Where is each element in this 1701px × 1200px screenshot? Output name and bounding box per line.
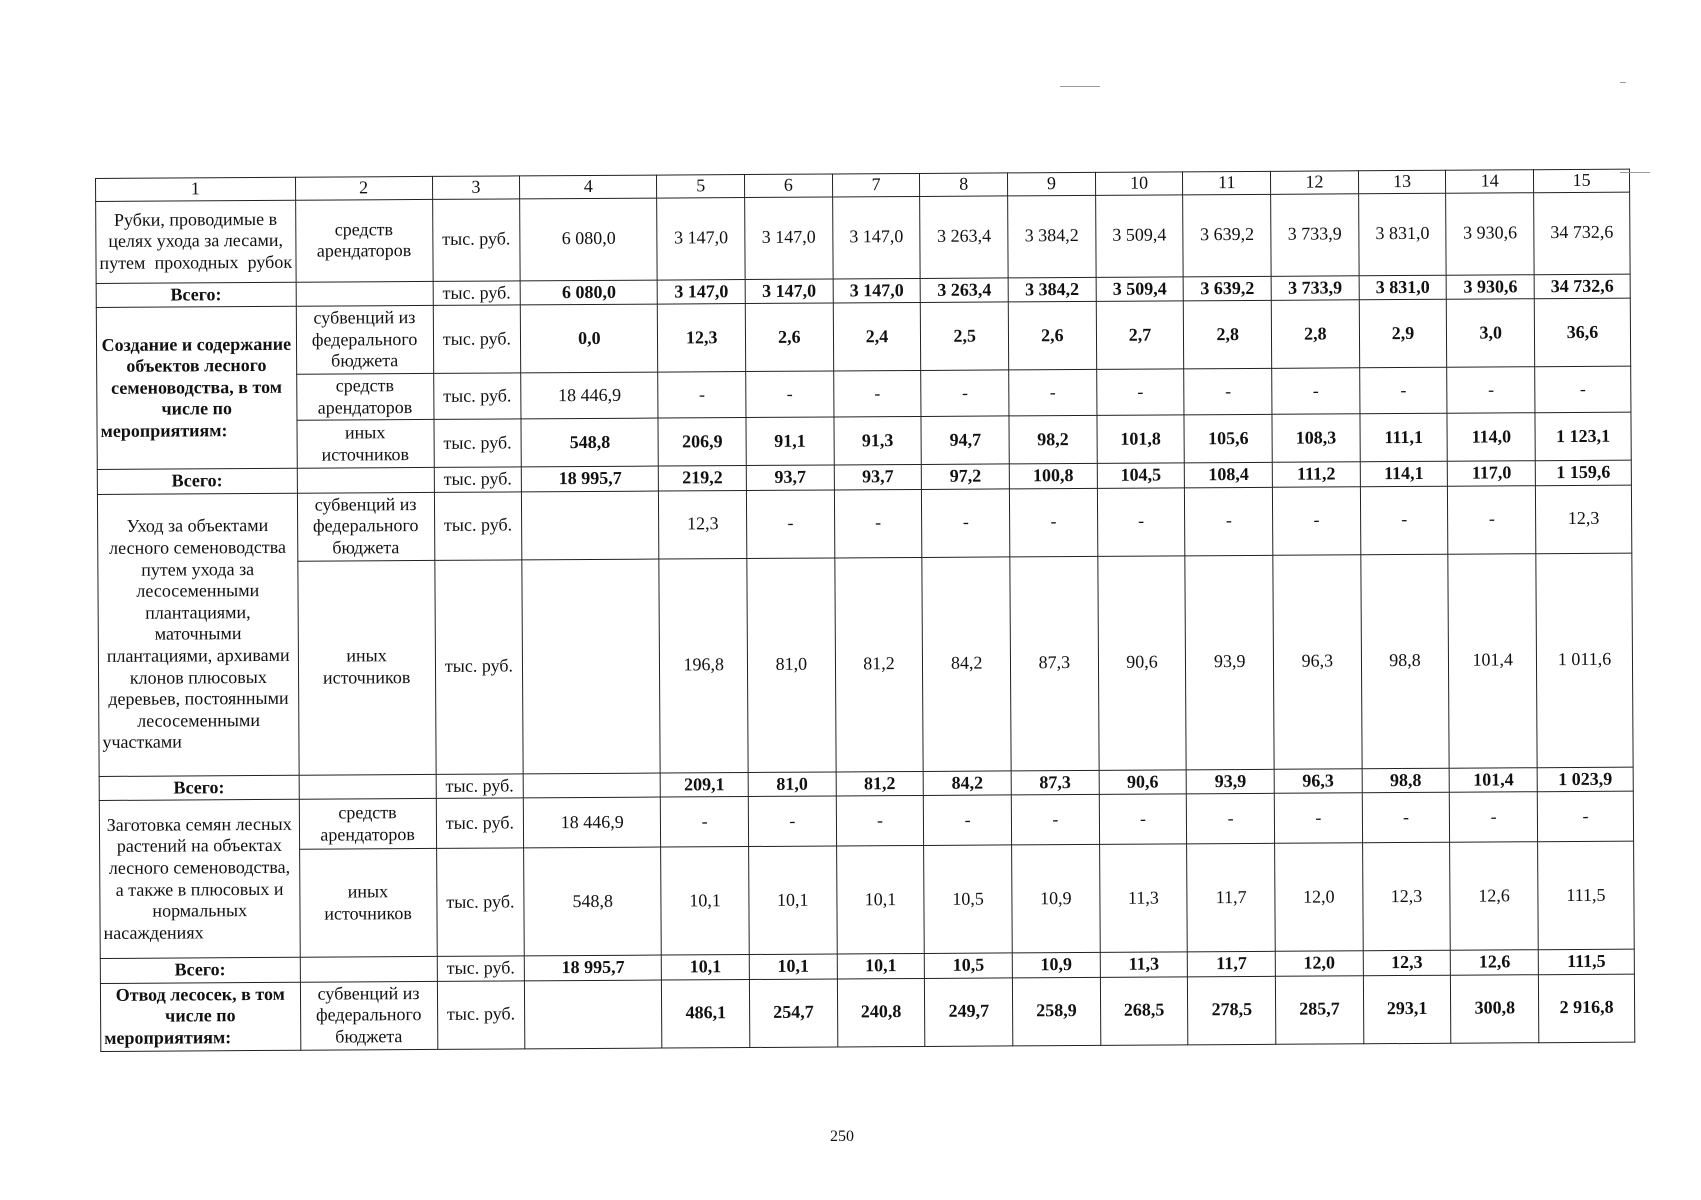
- total-value-cell: 90,6: [1099, 769, 1187, 794]
- value-cell: -: [1450, 792, 1538, 843]
- financing-table: [95, 169, 1635, 1052]
- value-cell: 2 916,8: [1538, 974, 1634, 1042]
- total-label: Всего:: [100, 957, 300, 983]
- value-cell: 6 080,0: [520, 198, 658, 281]
- table-row: [100, 974, 1634, 1051]
- value-cell: [522, 559, 660, 774]
- activity-name: Создание и содержание объектов лесного семеноводства, в том числе по мероприятиям:: [96, 306, 297, 469]
- unit: тыс. руб.: [434, 559, 523, 774]
- value-cell: 268,5: [1100, 977, 1188, 1045]
- value-cell: 2,6: [1008, 302, 1096, 370]
- value-cell: 11,3: [1099, 844, 1187, 953]
- value-cell: 98,8: [1361, 554, 1450, 769]
- value-cell: -: [748, 796, 836, 847]
- funding-source: средств арендаторов: [299, 799, 436, 850]
- total-value-cell: 209,1: [660, 772, 748, 797]
- column-number: 15: [1534, 169, 1630, 192]
- value-cell: 293,1: [1363, 975, 1451, 1043]
- value-cell: -: [661, 797, 749, 848]
- total-value-cell: 3 263,4: [920, 278, 1008, 303]
- value-cell: -: [1272, 487, 1360, 555]
- unit: тыс. руб.: [434, 467, 522, 492]
- value-cell: 18 446,9: [524, 797, 661, 848]
- total-value-cell: 1 159,6: [1535, 460, 1631, 485]
- total-value-cell: 114,1: [1360, 461, 1448, 486]
- value-cell: 93,9: [1185, 555, 1274, 770]
- value-cell: -: [1011, 795, 1099, 846]
- value-cell: 3 930,6: [1446, 192, 1534, 275]
- value-cell: -: [834, 489, 922, 557]
- value-cell: 18 446,9: [521, 372, 658, 419]
- total-value-cell: 3 831,0: [1359, 275, 1447, 300]
- funding-source: иных источников: [299, 849, 437, 958]
- value-cell: 101,4: [1448, 553, 1537, 768]
- value-cell: 12,6: [1450, 842, 1538, 951]
- table-row: [100, 841, 1635, 958]
- funding-source: иных источников: [297, 420, 434, 469]
- value-cell: 114,0: [1447, 413, 1535, 462]
- unit: тыс. руб.: [433, 305, 521, 373]
- unit: тыс. руб.: [434, 419, 522, 468]
- value-cell: -: [1535, 366, 1631, 413]
- value-cell: 240,8: [837, 978, 925, 1046]
- total-value-cell: 81,2: [836, 771, 924, 796]
- funding-source-empty: [296, 281, 433, 306]
- total-value-cell: 100,8: [1009, 464, 1097, 489]
- value-cell: -: [1096, 369, 1184, 416]
- column-number: 1: [96, 177, 296, 201]
- total-value-cell: 34 732,6: [1534, 274, 1630, 299]
- value-cell: [525, 980, 662, 1049]
- value-cell: -: [1537, 791, 1633, 842]
- total-value-cell: 3 384,2: [1008, 277, 1096, 302]
- activity-name: Отвод лесосек, в том числе по мероприятиям:: [100, 982, 300, 1051]
- activity-name: Уход за объектами лесного семеноводства путем ухода за лесосеменными плантациями, маточными плантациями, архивами клонов плюсовых деревьев, постоянными лесосеменными участками: [97, 493, 298, 776]
- total-value-cell: 108,4: [1185, 462, 1273, 487]
- total-value-cell: 104,5: [1097, 463, 1185, 488]
- total-value-cell: 3 147,0: [833, 278, 921, 303]
- value-cell: 2,4: [833, 303, 921, 371]
- value-cell: -: [1274, 793, 1362, 844]
- total-value-cell: 93,7: [746, 465, 834, 490]
- value-cell: -: [1359, 367, 1447, 414]
- total-value-cell: 84,2: [923, 770, 1011, 795]
- value-cell: -: [1099, 794, 1187, 845]
- value-cell: 3 509,4: [1095, 194, 1183, 277]
- funding-source-empty: [297, 468, 434, 493]
- value-cell: 3 263,4: [920, 196, 1008, 279]
- funding-source: средств арендаторов: [295, 199, 433, 282]
- total-value-cell: 97,2: [922, 464, 1010, 489]
- value-cell: -: [1362, 792, 1450, 843]
- value-cell: -: [1097, 488, 1185, 556]
- value-cell: -: [921, 370, 1009, 417]
- value-cell: 90,6: [1098, 555, 1187, 770]
- value-cell: 98,2: [1009, 416, 1097, 465]
- value-cell: 96,3: [1273, 554, 1362, 769]
- value-cell: 300,8: [1451, 974, 1539, 1042]
- column-number: 2: [295, 176, 432, 199]
- column-number: 3: [432, 176, 520, 199]
- value-cell: -: [1448, 485, 1536, 553]
- value-cell: 111,1: [1360, 413, 1448, 462]
- total-value-cell: 10,1: [749, 954, 837, 979]
- value-cell: 2,6: [745, 303, 833, 371]
- total-value-cell: 3 733,9: [1271, 275, 1359, 300]
- value-cell: 81,0: [747, 558, 836, 773]
- value-cell: 2,9: [1359, 299, 1447, 367]
- column-number: 8: [920, 173, 1008, 196]
- value-cell: 81,2: [835, 557, 924, 772]
- value-cell: 12,3: [658, 304, 746, 372]
- total-value-cell: 93,7: [834, 465, 922, 490]
- unit: тыс. руб.: [437, 981, 525, 1049]
- total-value-cell: 3 147,0: [657, 279, 745, 304]
- total-value-cell: 10,1: [662, 955, 750, 980]
- value-cell: 94,7: [921, 416, 1009, 465]
- value-cell: -: [836, 796, 924, 847]
- unit: тыс. руб.: [437, 956, 525, 981]
- funding-source-empty: [300, 957, 437, 982]
- total-label: Всего:: [97, 468, 297, 494]
- funding-source: иных источников: [297, 560, 435, 775]
- value-cell: 285,7: [1275, 975, 1363, 1043]
- value-cell: 3 147,0: [657, 197, 745, 280]
- value-cell: 486,1: [662, 979, 750, 1047]
- value-cell: 108,3: [1272, 414, 1360, 463]
- unit: тыс. руб.: [436, 773, 524, 798]
- funding-source: средств арендаторов: [296, 373, 433, 420]
- value-cell: 12,3: [1535, 485, 1631, 553]
- value-cell: 111,5: [1538, 841, 1635, 950]
- value-cell: -: [1272, 368, 1360, 415]
- value-cell: 10,5: [924, 845, 1012, 954]
- unit: тыс. руб.: [434, 492, 522, 560]
- table-row: [98, 553, 1633, 776]
- value-cell: 3,0: [1447, 299, 1535, 367]
- value-cell: 101,8: [1097, 415, 1185, 464]
- value-cell: 3 147,0: [745, 197, 833, 280]
- value-cell: 12,0: [1275, 843, 1363, 952]
- value-cell: -: [746, 490, 834, 558]
- value-cell: 12,3: [659, 490, 747, 558]
- value-cell: 206,9: [658, 418, 746, 467]
- value-cell: 3 831,0: [1358, 193, 1446, 276]
- column-number: 11: [1183, 171, 1271, 194]
- value-cell: 105,6: [1184, 414, 1272, 463]
- value-cell: 0,0: [521, 304, 658, 373]
- table-row: [96, 298, 1630, 375]
- value-cell: 34 732,6: [1534, 192, 1630, 275]
- funding-source: субвенций из федерального бюджета: [296, 306, 433, 375]
- total-value-cell: 10,9: [1012, 953, 1100, 978]
- value-cell: -: [1009, 369, 1097, 416]
- value-cell: 11,7: [1187, 843, 1275, 952]
- total-value-cell: 10,1: [837, 954, 925, 979]
- total-value-cell: 10,5: [925, 953, 1013, 978]
- column-number: 10: [1095, 172, 1183, 195]
- activity-name: Заготовка семян лесных растений на объектах лесного семеноводства, а также в плюсовых и нормальных насаждениях: [99, 799, 300, 958]
- total-value-cell: 111,2: [1272, 462, 1360, 487]
- value-cell: 10,1: [749, 846, 837, 955]
- total-value-cell: 81,0: [748, 772, 836, 797]
- unit: тыс. руб.: [432, 198, 520, 281]
- total-value-cell: 3 930,6: [1447, 274, 1535, 299]
- value-cell: 2,7: [1096, 301, 1184, 369]
- total-value-cell: 12,3: [1363, 950, 1451, 975]
- value-cell: -: [833, 370, 921, 417]
- value-cell: 10,9: [1012, 845, 1100, 954]
- document-sheet: [95, 169, 1635, 1052]
- total-value-cell: 98,8: [1362, 768, 1450, 793]
- value-cell: 36,6: [1534, 298, 1630, 366]
- total-value-cell: 101,4: [1450, 767, 1538, 792]
- page-number: 250: [830, 1128, 854, 1145]
- total-value-cell: 11,7: [1188, 951, 1276, 976]
- unit: тыс. руб.: [436, 798, 524, 849]
- value-cell: 2,8: [1184, 301, 1272, 369]
- value-cell: -: [746, 371, 834, 418]
- value-cell: 3 384,2: [1008, 195, 1096, 278]
- value-cell: 254,7: [749, 979, 837, 1047]
- total-value-cell: 111,5: [1538, 949, 1634, 974]
- funding-source: субвенций из федерального бюджета: [297, 492, 434, 561]
- column-number: 13: [1358, 170, 1446, 193]
- total-value-cell: 93,9: [1187, 769, 1275, 794]
- total-value-cell: 18 995,7: [525, 955, 662, 980]
- value-cell: -: [1009, 488, 1097, 556]
- value-cell: -: [924, 795, 1012, 846]
- value-cell: 84,2: [922, 556, 1011, 771]
- total-value-cell: 117,0: [1448, 461, 1536, 486]
- column-number: 6: [745, 174, 833, 197]
- table-body: [96, 169, 1635, 1051]
- value-cell: 91,1: [746, 417, 834, 466]
- value-cell: 2,8: [1271, 300, 1359, 368]
- value-cell: 10,1: [836, 846, 924, 955]
- value-cell: 196,8: [659, 558, 748, 773]
- value-cell: 12,3: [1362, 842, 1450, 951]
- value-cell: 91,3: [834, 417, 922, 466]
- column-number: 14: [1446, 170, 1534, 193]
- total-value-cell: 12,0: [1275, 951, 1363, 976]
- value-cell: 3 639,2: [1183, 194, 1271, 277]
- funding-source: субвенций из федерального бюджета: [300, 981, 437, 1050]
- value-cell: -: [1187, 793, 1275, 844]
- total-label: Всего:: [96, 282, 296, 308]
- total-value-cell: 87,3: [1011, 770, 1099, 795]
- value-cell: -: [1185, 487, 1273, 555]
- column-number: 12: [1271, 171, 1359, 194]
- value-cell: 87,3: [1010, 556, 1099, 771]
- unit: тыс. руб.: [433, 373, 521, 420]
- total-value-cell: 219,2: [659, 466, 747, 491]
- unit: тыс. руб.: [436, 848, 524, 957]
- total-value-cell: 18 995,7: [522, 466, 659, 491]
- column-number: 7: [832, 173, 920, 196]
- value-cell: 2,5: [921, 302, 1009, 370]
- table-row: [97, 485, 1631, 562]
- value-cell: -: [658, 371, 746, 418]
- total-value-cell: 3 509,4: [1096, 276, 1184, 301]
- value-cell: 3 147,0: [832, 196, 920, 279]
- total-value-cell: 12,6: [1451, 950, 1539, 975]
- total-label: Всего:: [99, 775, 299, 801]
- total-value-cell: 3 147,0: [745, 279, 833, 304]
- value-cell: 1 123,1: [1535, 412, 1631, 461]
- table-row: [96, 192, 1630, 283]
- value-cell: -: [1447, 367, 1535, 414]
- value-cell: [522, 491, 659, 560]
- total-value-cell: 3 639,2: [1183, 276, 1271, 301]
- column-number: 9: [1008, 172, 1096, 195]
- value-cell: 3 733,9: [1271, 193, 1359, 276]
- total-value-cell: [523, 773, 660, 798]
- value-cell: -: [1360, 486, 1448, 554]
- value-cell: 258,9: [1012, 977, 1100, 1045]
- total-value-cell: 1 023,9: [1537, 767, 1633, 792]
- value-cell: 249,7: [925, 978, 1013, 1046]
- unit: тыс. руб.: [433, 280, 521, 305]
- column-number: 5: [657, 175, 745, 198]
- value-cell: 548,8: [521, 418, 658, 467]
- value-cell: -: [1184, 368, 1272, 415]
- total-value-cell: 96,3: [1274, 768, 1362, 793]
- total-value-cell: 6 080,0: [520, 280, 657, 305]
- column-number: 4: [520, 175, 657, 198]
- value-cell: 548,8: [524, 847, 662, 956]
- value-cell: 278,5: [1188, 976, 1276, 1044]
- funding-source-empty: [299, 774, 436, 799]
- activity-name: Рубки, проводимые в целях ухода за лесами, путем проходных рубок: [96, 200, 296, 283]
- value-cell: 10,1: [661, 847, 749, 956]
- value-cell: 1 011,6: [1536, 553, 1633, 768]
- total-value-cell: 11,3: [1100, 952, 1188, 977]
- value-cell: -: [922, 489, 1010, 557]
